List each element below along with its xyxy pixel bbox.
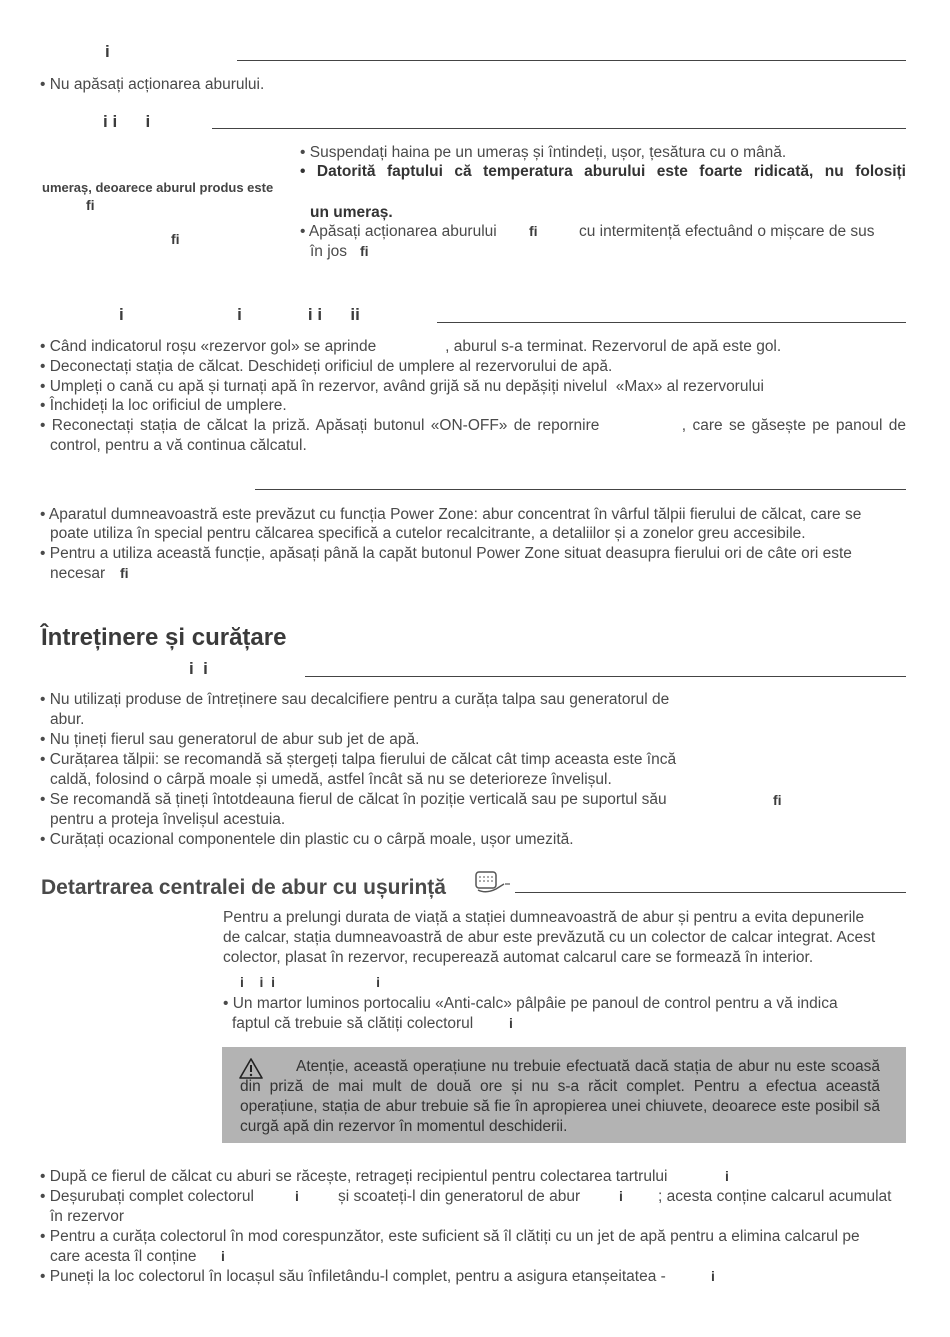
descaling-bullet-glyph: i — [509, 1015, 513, 1031]
descaling-step-glyph: i — [295, 1188, 299, 1204]
descaling-bullet: • Un martor luminos portocaliu «Anti-calc» pâlpâie pe panoul de control pentru a vă indica — [223, 995, 838, 1012]
descaling-step-cont: în rezervor — [50, 1208, 125, 1225]
descaling-intro: de calcar, stația dumneavoastră de abur este prevăzută cu un colector de calcar integrat. Acest — [223, 929, 876, 946]
section2-side-glyph1: ﬁ — [86, 197, 95, 213]
descaling-bullet-cont: faptul că trebuie să clătiți colectorul — [232, 1015, 474, 1032]
descaling-subheading: i i i i — [240, 974, 381, 990]
section2-bullet2-cont: un umeraș. — [310, 204, 393, 221]
maintenance-side-glyph: ﬁ — [773, 792, 782, 808]
section2-bullet3-cont-glyph: ﬁ — [360, 243, 369, 259]
section3-bullet: • Deconectați stația de călcat. Deschideți orificiul de umplere al rezervorului de apă. — [40, 358, 613, 375]
maintenance-subheading: i i — [189, 659, 208, 678]
section4-bullet2-glyph: ﬁ — [120, 565, 129, 581]
section2-side-glyph2: ﬁ — [171, 231, 180, 247]
section3-last-bullet-cont: control, pentru a vă continua călcatul. — [50, 437, 307, 454]
maintenance-line: pentru a proteja învelișul acestuia. — [50, 811, 286, 828]
section2-bullet2: • Datorită faptului că temperatura aburului este foarte ridicată, nu folosiți — [300, 163, 906, 180]
section3-last-bullet: • Reconectați stația de călcat la priză. Apăsați butonul «ON-OFF» de repornire , care se găsește pe panoul de — [40, 417, 906, 434]
maintenance-line: caldă, folosind o cârpă moale și umedă, astfel încât să nu se deterioreze învelișul. — [50, 771, 612, 788]
descaling-step-glyph: i — [221, 1248, 225, 1264]
descaling-step-glyph: i — [619, 1188, 623, 1204]
descaling-step-glyph: i — [711, 1268, 715, 1284]
descaling-step: • După ce fierul de călcat cu aburi se răcește, retrageți recipientul pentru colectarea tartrului — [40, 1168, 668, 1185]
section4-bullet1-cont: poate utiliza în special pentru călcarea specifică a cutelor recalcitrante, a detaliilor și a zonelor greu accesibile. — [50, 525, 806, 542]
warning-box — [222, 1047, 906, 1143]
section2-bullet3-end: cu intermitență efectuând o mișcare de sus — [579, 223, 875, 240]
descaling-step: • Deșurubați complet colectorul — [40, 1188, 254, 1205]
section4-rule — [255, 489, 906, 490]
maintenance-line: • Nu utilizați produse de întreținere sau decalcifiere pentru a curăța talpa sau generatorul de — [40, 691, 670, 708]
maintenance-line: • Se recomandă să țineți întotdeauna fierul de călcat în poziție verticală sau pe suportul său — [40, 791, 667, 808]
descaling-icon — [474, 870, 512, 896]
maintenance-rule — [305, 676, 906, 677]
descaling-step: • Puneți la loc colectorul în locașul său înfiletându-l complet, pentru a asigura etanșeitatea - — [40, 1268, 666, 1285]
maintenance-line: • Nu țineți fierul sau generatorul de abur sub jet de apă. — [40, 731, 420, 748]
section1-rule — [237, 60, 906, 61]
section4-bullet2-cont: necesar — [50, 565, 106, 582]
section4-bullet2: • Pentru a utiliza această funcție, apăsați până la capăt butonul Power Zone situat deasupra fierului ori de câte ori este — [40, 545, 852, 562]
section2-bullet3-cont: în jos — [310, 243, 348, 260]
descaling-rule — [515, 892, 906, 893]
section2-side-note: umeraș, deoarece aburul produs este — [42, 180, 274, 195]
descaling-intro: Pentru a prelungi durata de viață a stației dumneavoastră de abur și pentru a evita depunerile — [223, 909, 865, 926]
descaling-step: • Pentru a curăța colectorul în mod corespunzător, este suficient să îl clătiți cu un jet de apă pentru a elimina calcarul pe — [40, 1228, 860, 1245]
section3-bullet: • Umpleți o cană cu apă și turnați apă în rezervor, având grijă să nu depășiți nivelul «Max» al rezervorului — [40, 378, 764, 395]
section3-heading: i i i i ii — [119, 305, 360, 324]
descaling-title: Detartrarea centralei de abur cu ușurință — [41, 876, 446, 899]
descaling-step-glyph: i — [725, 1168, 729, 1184]
maintenance-line: • Curățați ocazional componentele din plastic cu o cârpă moale, ușor umezită. — [40, 831, 574, 848]
descaling-intro: colector, plasat în rezervor, recuperează automat calcarul care se formează în interior. — [223, 949, 814, 966]
descaling-step-part: și scoateți-l din generatorul de abur — [338, 1188, 581, 1205]
warning-text: Atenție, această operațiune nu trebuie efectuată dacă stația de abur nu este scoasă din priză de mai mult de două ore și nu s-a răcit complet. Pentru a efectua această operațiune, stația de abur trebuie să fie în apropierea unei chiuvete, deoarece este posibil să curgă apă din rezervor în momentul deschiderii. — [240, 1058, 880, 1135]
section2-bullet1: • Suspendați haina pe un umeraș și întindeți, ușor, țesătura cu o mână. — [300, 144, 787, 161]
section2-heading: i i i — [103, 112, 151, 131]
maintenance-line: abur. — [50, 711, 85, 728]
section3-rule — [437, 322, 906, 323]
section3-bullet: • Când indicatorul roșu «rezervor gol» se aprinde , aburul s-a terminat. Rezervorul de apă este gol. — [40, 338, 782, 355]
section4-bullet1: • Aparatul dumneavoastră este prevăzut cu funcția Power Zone: abur concentrat în vârful tălpii fierului de călcat, care se — [40, 506, 862, 523]
section2-bullet3: • Apăsați acționarea aburului — [300, 223, 497, 240]
section2-bullet3-glyph: ﬁ — [529, 223, 538, 239]
section1-heading: i — [105, 42, 110, 61]
section2-rule — [212, 128, 906, 129]
section1-bullet: • Nu apăsați acționarea aburului. — [40, 76, 265, 93]
descaling-step-cont: care acesta îl conține — [50, 1248, 197, 1265]
maintenance-title: Întreținere și curățare — [41, 624, 287, 651]
descaling-step-part: ; acesta conține calcarul acumulat — [658, 1188, 892, 1205]
section3-bullet: • Închideți la loc orificiul de umplere. — [40, 397, 287, 414]
maintenance-line: • Curățarea tălpii: se recomandă să ștergeți talpa fierului de călcat cât timp aceasta este încă — [40, 751, 677, 768]
